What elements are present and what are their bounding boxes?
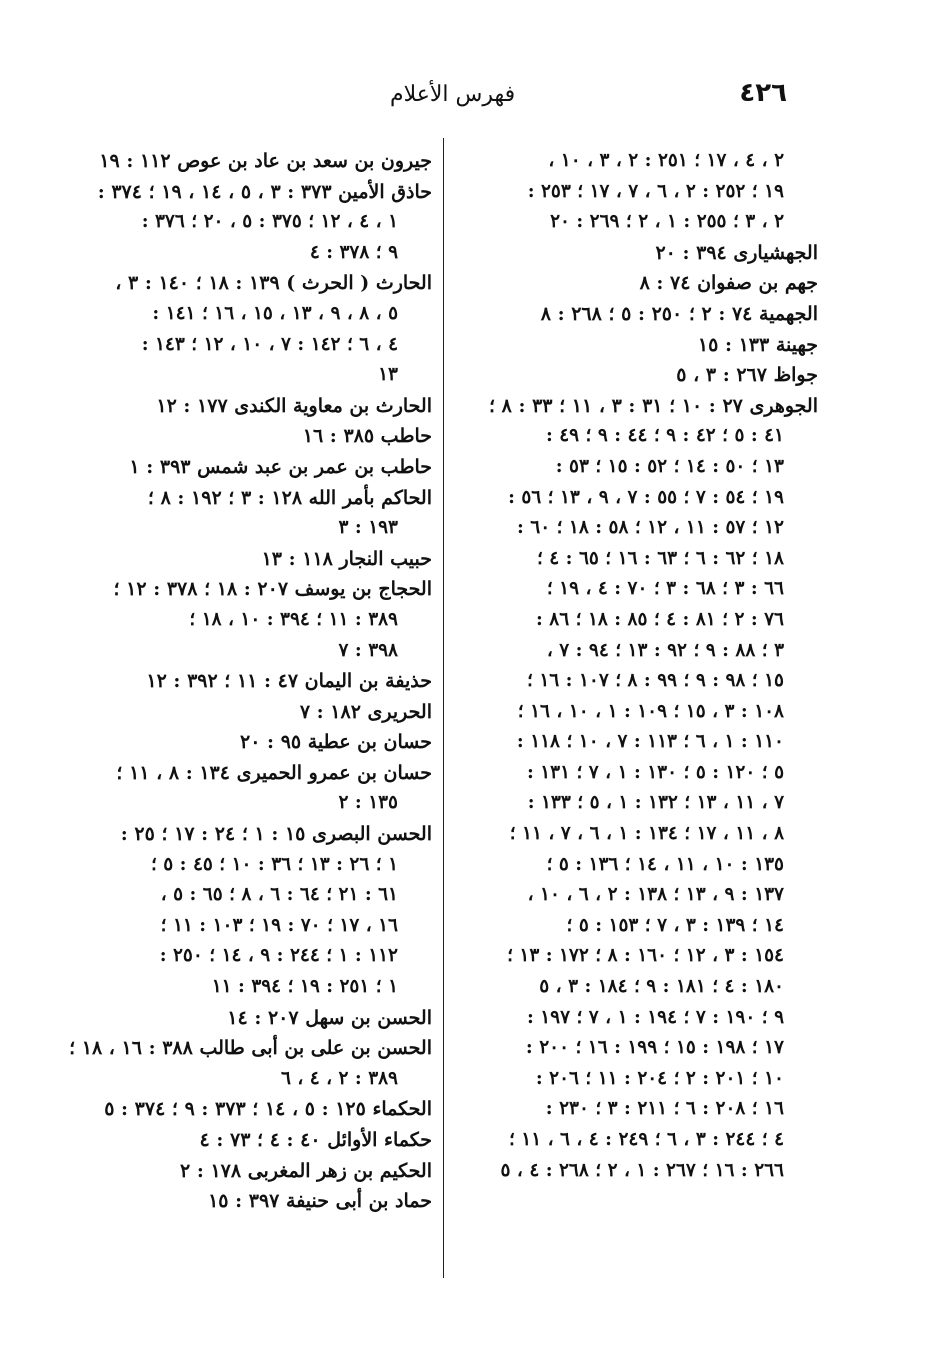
index-column-right [458,146,818,1186]
index-entry: الحجاج بن يوسف ٢٠٧ : ١٨ ؛ ٣٧٨ : ١٢ ؛ [113,578,432,601]
index-continuation-line: ٩ ؛ ٣٧٨ : ٤ [309,241,398,263]
index-continuation-line: ١٨٠ : ٤ ؛ ١٨١ : ٩ ؛ ١٨٤ : ٣ ، ٥ [539,976,784,998]
index-entry: حاطب بن عمر بن عبد شمس ٣٩٣ : ١ [129,455,432,478]
index-continuation-line: ١٣ ؛ ٥٠ : ١٤ ؛ ٥٢ : ١٥ ؛ ٥٣ : [555,455,784,477]
running-title: فهرس الأعلام [390,82,516,107]
index-column-left [68,146,432,1217]
index-continuation-line: ١ ، ٤ ، ١٢ ؛ ٣٧٥ : ٥ ، ٢٠ ؛ ٣٧٦ : [141,211,398,233]
index-entry: الحريرى ١٨٢ : ٧ [299,700,432,723]
page-header [60,78,787,114]
index-continuation-line: ٢٦٦ : ١٦ ؛ ٢٦٧ : ١ ، ٢ ؛ ٢٦٨ : ٤ ، ٥ [500,1159,784,1181]
index-entry: حاطب ٣٨٥ : ١٦ [302,425,432,448]
index-continuation-line: ١٩ ؛ ٥٤ : ٧ ؛ ٥٥ : ٧ ، ٩ ، ١٣ ؛ ٥٦ : [508,486,784,508]
index-continuation-line: ١٣٧ : ٩ ، ١٣ ؛ ١٣٨ : ٢ ، ٦ ، ١٠ ، [527,884,784,906]
index-entry: الحسن بن سهل ٢٠٧ : ١٤ [227,1006,432,1029]
index-entry: الحارث ( الحرث ) ١٣٩ : ١٨ ؛ ١٤٠ : ٣ ، [115,272,432,295]
index-entry: حذيفة بن اليمان ٤٧ : ١١ ؛ ٣٩٢ : ١٢ [146,670,432,693]
index-continuation-line: ١٢ ؛ ٥٧ : ١١ ، ١٢ ؛ ٥٨ : ١٨ ؛ ٦٠ : [517,517,784,539]
index-continuation-line: ١ ؛ ٢٥١ : ١٩ ؛ ٣٩٤ : ١١ [211,976,398,998]
index-entry: الحسن بن على بن أبى طالب ٣٨٨ : ١٦ ، ١٨ ؛ [69,1037,432,1060]
index-continuation-line: ٦٦ : ٣ ؛ ٦٨ : ٣ ؛ ٧٠ : ٤ ، ١٩ ؛ [546,578,784,600]
index-continuation-line: ٨ ، ١١ ، ١٧ ؛ ١٣٤ : ١ ، ٦ ، ٧ ، ١١ ؛ [509,823,784,845]
index-continuation-line: ٢ ، ٤ ، ١٧ ؛ ٢٥١ : ٢ ، ٣ ، ١٠ ، [548,150,784,171]
index-entry: جهم بن صفوان ٧٤ : ٨ [639,272,818,295]
index-entry: الحاكم بأمر الله ١٢٨ : ٣ ؛ ١٩٢ : ٨ ؛ [147,486,432,509]
page-number: ٤٢٦ [739,78,787,108]
index-entry: جيرون بن سعد بن عاد بن عوص ١١٢ : ١٩ [99,150,432,172]
index-entry: الحارث بن معاوية الكندى ١٧٧ : ١٢ [156,394,432,417]
index-continuation-line: ٩ ؛ ١٩٠ : ٧ ؛ ١٩٤ : ١ ، ٧ ؛ ١٩٧ : [526,1006,784,1028]
index-continuation-line: ١٥٤ : ٣ ، ١٢ ؛ ١٦٠ : ٨ ؛ ١٧٢ : ١٣ ؛ [507,945,784,967]
index-continuation-line: ١٧ ؛ ١٩٨ : ١٥ ؛ ١٩٩ : ١٦ ؛ ٢٠٠ : [525,1037,784,1059]
index-continuation-line: ٦١ : ٢١ ؛ ٦٤ : ٦ ، ٨ ؛ ٦٥ : ٥ ، [160,884,398,906]
index-continuation-line: ٤١ : ٥ ؛ ٤٢ : ٩ ؛ ٤٤ : ٩ ؛ ٤٩ : [545,425,784,447]
index-continuation-line: ١٨ ؛ ٦٢ : ٦ ؛ ٦٣ : ١٦ ؛ ٦٥ : ٤ ؛ [536,547,784,569]
index-continuation-line: ١١٢ : ١ ؛ ٢٤٤ : ٩ ، ١٤ ؛ ٢٥٠ : [159,945,398,967]
index-continuation-line: ٤ ؛ ٢٤٤ : ٣ ، ٦ ؛ ٢٤٩ : ٤ ، ٦ ، ١١ ؛ [508,1129,784,1150]
index-entry: حسان بن عمرو الحميرى ١٣٤ : ٨ ، ١١ ؛ [116,761,432,784]
index-entry: جواظ ٢٦٧ : ٣ ، ٥ [676,364,818,387]
index-continuation-line: ٥ ؛ ١٢٠ : ٥ ؛ ١٣٠ : ١ ، ٧ ؛ ١٣١ : [526,761,784,783]
index-entry: الجهشيارى ٣٩٤ : ٢٠ [655,241,818,264]
index-entry: الجهمية ٧٤ : ٢ ؛ ٢٥٠ : ٥ ؛ ٢٦٨ : ٨ [540,302,818,325]
index-entry: الحسن البصرى ١٥ : ١ ؛ ٢٤ : ١٧ ؛ ٢٥ : [120,823,432,846]
index-continuation-line: ٢ ، ٣ ؛ ٢٥٥ : ١ ، ٢ ؛ ٢٦٩ : ٢٠ [550,211,784,233]
index-continuation-line: ١٣٥ : ٢ [338,792,398,814]
index-entry: حسان بن عطية ٩٥ : ٢٠ [240,731,432,754]
index-entry: الحكيم بن زهر المغربى ١٧٨ : ٢ [179,1159,432,1182]
index-continuation-line: ١٠٨ : ٣ ، ١٥ ؛ ١٠٩ : ١ ، ١٠ ، ١٦ ؛ [517,700,784,722]
index-entry: حاذق الأمين ٣٧٣ : ٣ ، ٥ ، ١٤ ، ١٩ ؛ ٣٧٤ : [97,180,432,203]
index-continuation-line: ٤ ، ٦ ؛ ١٤٢ : ٧ ، ١٠ ، ١٢ ؛ ١٤٣ : [141,333,398,355]
index-continuation-line: ٣٨٩ : ١١ ؛ ٣٩٤ : ١٠ ، ١٨ ؛ [189,608,398,630]
index-continuation-line: ٣٨٩ : ٢ ، ٤ ، ٦ [280,1067,398,1089]
index-entry: الحكماء ١٢٥ : ٥ ، ١٤ ؛ ٣٧٣ : ٩ ؛ ٣٧٤ : ٥ [104,1098,432,1121]
index-continuation-line: ٥ ، ٨ ، ٩ ، ١٣ ، ١٥ ، ١٦ ؛ ١٤١ : [152,302,398,324]
index-continuation-line: ٣ ؛ ٨٨ : ٩ ؛ ٩٢ : ١٣ ؛ ٩٤ : ٧ ، [546,639,784,661]
index-continuation-line: ١٦ ؛ ٢٠٨ : ٦ ؛ ٢١١ : ٣ ؛ ٢٣٠ : [545,1098,784,1120]
column-divider [443,138,444,1278]
index-entry: حكماء الأوائل ٤٠ : ٤ ؛ ٧٣ : ٤ [199,1129,432,1151]
index-entry: حبيب النجار ١١٨ : ١٣ [261,547,432,570]
index-continuation-line: ١٠ ؛ ٢٠١ : ٢ ؛ ٢٠٤ : ١١ ؛ ٢٠٦ : [535,1067,784,1089]
index-continuation-line: ١١٠ : ١ ، ٦ ؛ ١١٣ : ٧ ، ١٠ ؛ ١١٨ : [516,731,784,753]
index-continuation-line: ٧ ، ١١ ، ١٣ ؛ ١٣٢ : ١ ، ٥ ؛ ١٣٣ : [527,792,784,814]
index-continuation-line: ٣٩٨ : ٧ [338,639,398,661]
index-continuation-line: ٧٦ : ٢ ؛ ٨١ : ٤ ؛ ٨٥ : ١٨ ؛ ٨٦ : [536,608,784,630]
index-entry: حماد بن أبى حنيفة ٣٩٧ : ١٥ [208,1190,432,1213]
index-continuation-line: ١٥ ؛ ٩٨ : ٩ ؛ ٩٩ : ٨ ؛ ١٠٧ : ١٦ ؛ [527,670,784,692]
index-entry: الجوهرى ٢٧ : ١٠ ؛ ٣١ : ٣ ، ١١ ؛ ٣٣ : ٨ ؛ [488,394,818,417]
index-continuation-line: ١٩ ؛ ٢٥٢ : ٢ ، ٦ ، ٧ ، ١٧ ؛ ٢٥٣ : [527,180,784,202]
index-continuation-line: ١ ؛ ٢٦ : ١٣ ؛ ٣٦ : ١٠ ؛ ٤٥ : ٥ ؛ [150,853,398,875]
index-continuation-line: ١٦ ، ١٧ ؛ ٧٠ : ١٩ ؛ ١٠٣ : ١١ ؛ [160,914,398,936]
index-entry: جهينة ١٣٣ : ١٥ [697,333,818,356]
index-continuation-line: ١٤ ؛ ١٣٩ : ٣ ، ٧ ؛ ١٥٣ : ٥ ؛ [566,914,784,936]
index-continuation-line: ١٣٥ : ١٠ ، ١١ ، ١٤ ؛ ١٣٦ : ٥ ؛ [546,853,784,875]
index-continuation-line: ١٩٣ : ٣ [338,517,398,539]
index-continuation-line: ١٣ [378,364,398,386]
